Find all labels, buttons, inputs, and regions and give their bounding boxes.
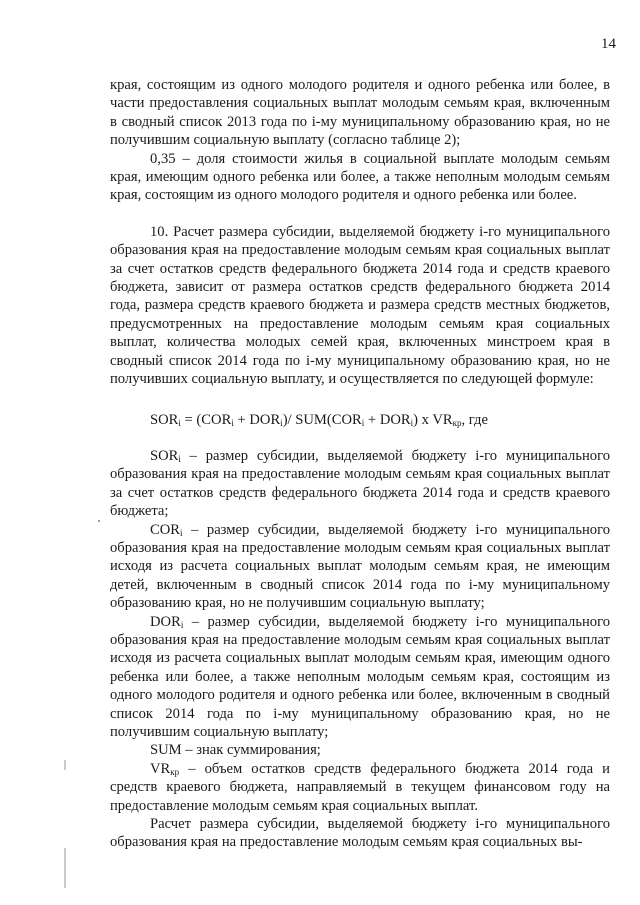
formula: $SOR_i = (COR_i + DOR_i)/$ $SUM(COR_i + DOR_i)$ x $VR_{кр}$, где (150, 411, 488, 428)
scan-margin-mark (64, 760, 66, 770)
definition-vr: $VR_{кр}$ – объем остатков средств федерального бюджета 2014 года и средств краевого бюджета, направляемый в текущем финансовом году на предоставление молодым семьям края социальных выплат. (110, 760, 610, 814)
scan-speck (98, 520, 100, 522)
paragraph: края, состоящим из одного молодого родителя и одного ребенка или более, в части предоставления социальных выплат молодым семьям края, включенным в сводный список 2013 года по i-му муниципальному образованию края, но не получившим социальную выплату (согласно таблице 2); (110, 77, 610, 149)
definition-cor: $COR_i$ – размер субсидии, выделяемой бюджету i-го муниципального образования края на предоставление молодым семьям края социальных выплат исходя из расчета социальных выплат молодым семьям края, не имеющим детей, включенным в сводный список 2014 года по i-му муниципальному образованию края, но не получившим социальную выплату; (110, 521, 610, 612)
scan-margin-mark (64, 848, 66, 888)
page-number: 14 (601, 36, 616, 52)
definition-sum: SUM – знак суммирования; (150, 742, 321, 759)
document-body (110, 76, 610, 852)
definition-dor: $DOR_i$ – размер субсидии, выделяемой бюджету i-го муниципального образования края на предоставление молодым семьям края социальных выплат исходя из расчета социальных выплат молодым семьям края, имеющим одного ребенка или более, а также неполным молодым семьям края, состоящим из одного молодого родителя и одного ребенка или более, включенным в сводный список 2014 года по i-му муниципальному образованию края, но не получившим социальную выплату; (110, 613, 610, 740)
definition-sor: $SOR_i$ – размер субсидии, выделяемой бюджету i-го муниципального образования края на предоставление молодым семьям края социальных выплат за счет остатков средств федерального бюджета 2014 года и средств краевого бюджета; (110, 447, 610, 520)
paragraph: Расчет размера субсидии, выделяемой бюджету i-го муниципального образования края на предоставление молодым семьям края социальных вы- (110, 816, 610, 851)
paragraph: 0,35 – доля стоимости жилья в социальной выплате молодым семьям края, имеющим одного ребенка или более, а также неполным молодым семьям края, состоящим из одного молодого родителя и одного ребенка или более. (110, 150, 610, 204)
paragraph-section-10: 10. Расчет размера субсидии, выделяемой бюджету i-го муниципального образования края на предоставление молодым семьям края социальных выплат за счет остатков средств федерального бюджета 2014 года и средств краевого бюджета, зависит от размера остатков средств федерального бюджета 2014 года, размера средств краевого бюджета и размера средств местных бюджетов, предусмотренных на предоставление молодым семьям края социальных выплат, количества молодых семей края, включенных минстроем края в сводный список 2014 года по i-му муниципальному образованию края, но не получивших социальную выплату, и осуществляется по следующей формуле: (110, 223, 610, 388)
